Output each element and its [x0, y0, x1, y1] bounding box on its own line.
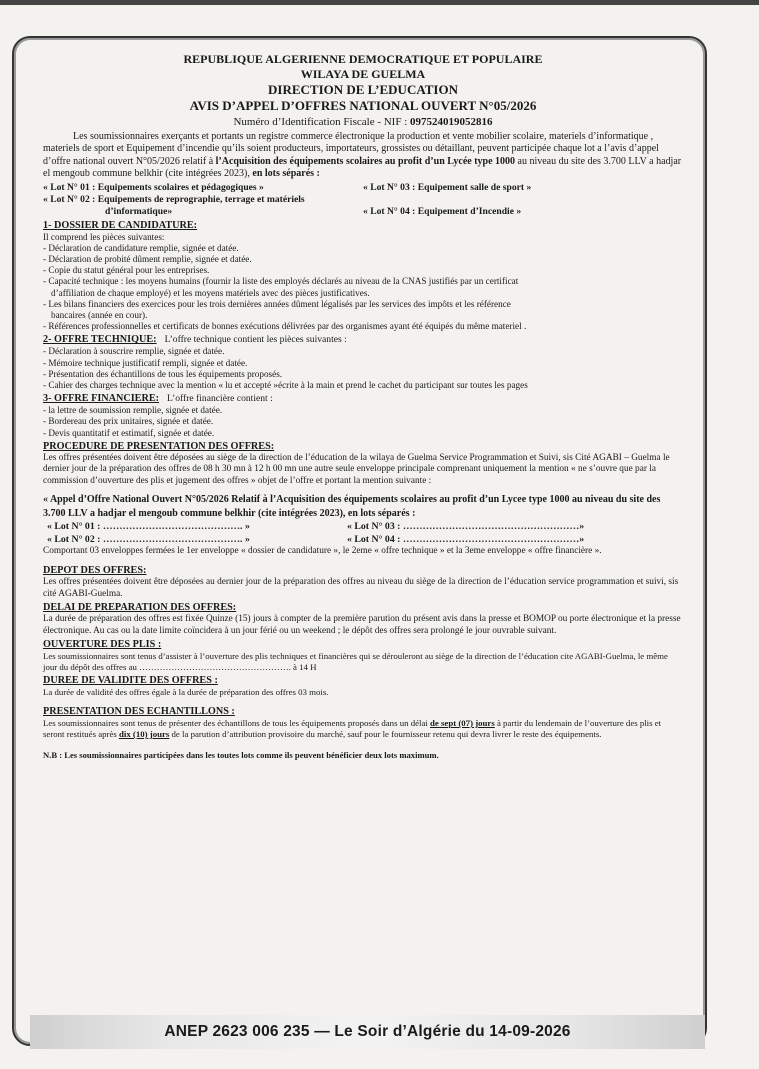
section-echantillons-title: PRESENTATION DES ECHANTILLONS : — [43, 705, 235, 717]
list-item: - Bordereau des prix unitaires, signée et datée. — [43, 416, 214, 427]
section-financiere-header — [43, 393, 683, 405]
lot-02-cont: d’informatique» — [105, 205, 173, 217]
lot-dots-01: « Lot N° 01 : ……………………………………. » — [47, 520, 250, 532]
list-item: - Devis quantitatif et estimatif, signée et datée. — [43, 427, 215, 438]
section-delai-title: DELAI DE PREPARATION DES OFFRES: — [43, 602, 237, 614]
list-item: - Présentation des échantillons de tous les équipements proposés. — [43, 368, 283, 379]
ouverture-text: Les soumissionnaires sont tenus d’assister à l’ouverture des plis techniques et financières qui se dérouleront au siège de la direction de l’éducation cite AGABI-Guelma, le même jour du dépôt des offres au ……………………………………………. à 14 H — [43, 650, 668, 672]
header-republique: REPUBLIQUE ALGERIENNE DEMOCRATIQUE ET POPULAIRE — [183, 52, 543, 66]
lot-dots-row-1 — [43, 520, 683, 533]
lots-list — [43, 182, 683, 218]
intro-paragraph — [43, 131, 683, 181]
lot-dots-02: « Lot N° 02 : ……………………………………. » — [47, 533, 250, 545]
top-bar — [0, 0, 759, 5]
section-ouverture-title: OUVERTURE DES PLIS : — [43, 638, 162, 650]
header-direction: DIRECTION DE L’EDUCATION — [268, 82, 458, 97]
procedure-bold: « Appel d’Offre National Ouvert N°05/2026 Relatif à l’Acquisition des équipements scolaires au profit d’un Lycee type 1000 au niveau du site des 3.700 LLV a hadjar el mengoub commune belkhir (cite intégrées 2023), en lots séparés : — [43, 494, 661, 519]
depot-text: Les offres présentées doivent être déposées au dernier jour de la préparation des offres au niveau du siège de la direction de l’éducation service programmation et suivi, sis cité AGABI-Guelma. — [43, 577, 679, 599]
validite-text: La durée de validité des offres égale à la durée de préparation des offres 03 mois. — [43, 686, 329, 697]
dossier-intro: Il comprend les pièces suivantes: — [43, 231, 165, 242]
lot-04: « Lot N° 04 : Equipement d’Incendie » — [363, 205, 522, 217]
intro-bold-2: en lots séparés : — [252, 168, 320, 180]
lots-col-left — [43, 182, 363, 218]
lot-03: « Lot N° 03 : Equipement salle de sport » — [363, 181, 532, 193]
list-item: - Déclaration de candidature remplie, signée et datée. — [43, 242, 239, 253]
lot-dots-04: « Lot N° 04 : ………………………………………………» — [347, 533, 585, 545]
notice-content — [43, 52, 683, 761]
lot-dots-03: « Lot N° 03 : ………………………………………………» — [347, 520, 585, 532]
list-item: - Références professionnelles et certificats de bonnes exécutions délivrées par des organismes ayant été équipés du même materiel . — [43, 321, 527, 332]
section-financiere-title: 3- OFFRE FINANCIERE: — [43, 393, 160, 405]
delai-text: La durée de préparation des offres est fixée Quinze (15) jours à compter de la première parution du présent avis dans la presse et BOMOP ou porte électronique et la presse électronique. Au cas ou la date limite coïncidera à un jour férié ou un weekend ; le dépôt des offres sera prolongé le jour ouvrable suivant. — [43, 614, 681, 636]
intro-text: Les soumissionnaires exerçants et portants un registre commerce électronique la production et vente mobilier scolaire, materiels d’informatique , materiels de sport et Equipement d’incendie qu’ils soient producteurs, importateurs, grossistes ou détaillant, peuvent participée chaque lot a l’avis d’appel d’offre national ouvert N°05/2026 relatif à — [43, 131, 659, 167]
anep-footer: ANEP 2623 006 235 — Le Soir d’Algérie du 14-09-2026 — [30, 1015, 705, 1049]
section-technique-header — [43, 334, 683, 346]
lot-dots-row-2 — [43, 533, 683, 546]
echantillons-text-a: Les soumissionnaires sont tenus de présenter des échantillons de tous les équipements proposés dans un délai — [43, 717, 430, 728]
lot-01: « Lot N° 01 : Equipements scolaires et pédagogiques » — [43, 181, 264, 193]
section-technique-title: 2- OFFRE TECHNIQUE: — [43, 334, 157, 346]
nif-value: 097524019052816 — [410, 116, 493, 128]
echantillons-delay-10: dix (10) jours — [118, 728, 170, 739]
echantillons-delay-7: de sept (07) jours — [430, 717, 495, 728]
section-validite-title: DUREE DE VALIDITE DES OFFRES : — [43, 674, 218, 686]
intro-text-2: au niveau du site des 3.700 LLV a hadjar el mengoub commune belkhir (cite intégrées 2023), — [43, 155, 682, 180]
notice-title: AVIS D’APPEL D’OFFRES NATIONAL OUVERT N°05/2026 — [189, 98, 537, 113]
header-wilaya: WILAYA DE GUELMA — [300, 67, 426, 81]
section-procedure-title: PROCEDURE DE PRESENTATION DES OFFRES: — [43, 440, 275, 452]
intro-bold: l’Acquisition des équipements scolaires au profit d’un Lycée type 1000 — [215, 155, 516, 167]
echantillons-text — [43, 718, 683, 740]
list-item: - Copie du statut général pour les entreprises. — [43, 265, 210, 276]
lot-02: « Lot N° 02 : Equipements de reprographie, terrage et matériels — [43, 193, 305, 205]
list-item: - Les bilans financiers des exercices pour les trois dernières années dûment légalisés par les services des impôts et les référence — [43, 298, 511, 309]
envelopes-text: Comportant 03 enveloppes fermées le 1er enveloppe « dossier de candidature », le 2eme « offre technique » et la 3eme enveloppe « offre financière ». — [43, 545, 602, 556]
technique-intro: L’offre technique contient les pièces suivantes : — [164, 334, 347, 346]
procedure-text: Les offres présentées doivent être déposées au siège de la direction de l’éducation de la wilaya de Guelma Service Programmation et Suivi, sis Cité AGABI – Guelma le dernier jour de la préparation des offres de 08 h 30 mn à 12 h 00 mn une autre seule enveloppe principale comprenant uniquement la mention « ne s’ouvre que par la commission d’ouverture des plis et jugement des offres » objet de l’offre et portant la mention suivante : — [43, 452, 670, 486]
echantillons-text-e: de la parution d’attribution provisoire du marché, sauf pour le fournisseur retenu qui devra livrer le reste des équipements. — [169, 728, 602, 739]
list-item: - Capacité technique : les moyens humains (fournir la liste des employés déclarés au niveau de la CNAS justifiés par un certificat — [43, 276, 519, 287]
nif-line — [43, 114, 683, 130]
financiere-intro: L’offre financière contient : — [167, 393, 273, 405]
section-depot-title: DEPOT DES OFFRES: — [43, 565, 147, 577]
list-item: - la lettre de soumission remplie, signée et datée. — [43, 405, 223, 416]
nif-label: Numéro d’Identification Fiscale - NIF : — [233, 116, 411, 128]
list-item: - Cahier des charges technique avec la mention « lu et accepté »écrite à la main et prend le cachet du participant sur toutes les pages — [43, 380, 528, 391]
list-item: - Mémoire technique justificatif rempli, signée et datée. — [43, 357, 248, 368]
list-item: d’affiliation de chaque employé) et les moyens matériels avec des pièces justificatives. — [51, 287, 370, 298]
nb-note: N.B : Les soumissionnaires participées dans les toutes lots comme ils peuvent bénéficier deux lots maximum. — [43, 749, 439, 760]
echantillons-text-c: à partir du lendemain de l’ouverture des plis et seront restitués après — [43, 717, 662, 739]
lots-col-right — [363, 182, 683, 218]
section-dossier-title: 1- DOSSIER DE CANDIDATURE: — [43, 219, 198, 231]
list-item: - Déclaration de probité dûment remplie, signée et datée. — [43, 254, 252, 265]
list-item: - Déclaration à souscrire remplie, signée et datée. — [43, 346, 225, 357]
list-item: bancaires (année en cour). — [51, 310, 148, 321]
